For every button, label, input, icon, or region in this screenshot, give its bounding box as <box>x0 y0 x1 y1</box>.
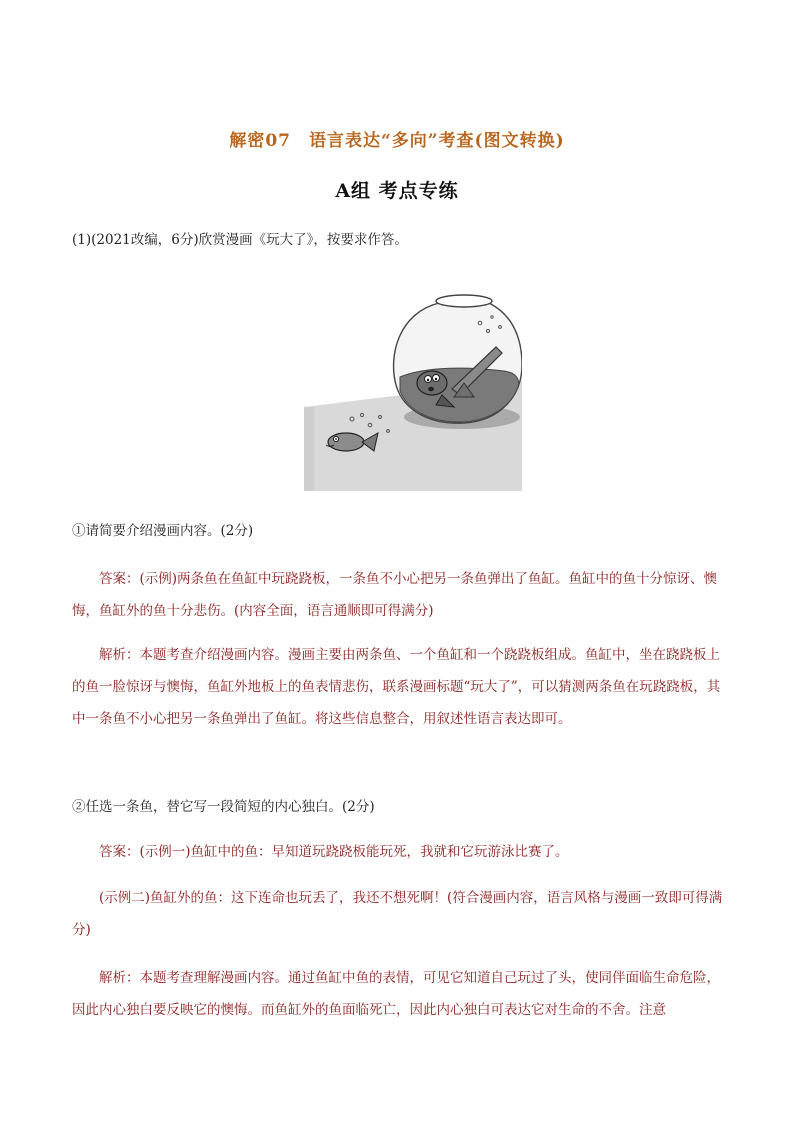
sub-question-1-analysis: 解析：本题考查介绍漫画内容。漫画主要由两条鱼、一个鱼缸和一个跷跷板组成。鱼缸中，坐在跷跷板上的鱼一脸惊讶与懊悔，鱼缸外地板上的鱼表情悲伤，联系漫画标题“玩大了”，可以猜测两条鱼在玩跷跷板，其中一条鱼不小心把另一条鱼弹出了鱼缸。将这些信息整合，用叙述性语言表达即可。 <box>72 647 721 727</box>
fish-on-floor <box>328 433 364 451</box>
section-heading: A组 考点专练 <box>335 180 459 202</box>
sub-question-2-answer-2: (示例二)鱼缸外的鱼：这下连命也玩丢了，我还不想死啊！(符合漫画内容，语言风格与漫画一致即可得满分) <box>72 890 723 938</box>
sub-question-1-prompt: ①请简要介绍漫画内容。(2分) <box>72 523 254 539</box>
question-1-prompt: (1)(2021改编，6分)欣赏漫画《玩大了》，按要求作答。 <box>72 232 408 248</box>
sub-question-2-answer-1: 答案：(示例一)鱼缸中的鱼：早知道玩跷跷板能玩死，我就和它玩游泳比赛了。 <box>99 844 569 860</box>
fishbowl-cartoon <box>304 285 522 491</box>
sub-question-2-prompt: ②任选一条鱼，替它写一段简短的内心独白。(2分) <box>72 799 375 815</box>
sub-question-2-analysis: 解析：本题考查理解漫画内容。通过鱼缸中鱼的表情，可见它知道自己玩过了头，使同伴面临生命危险，因此内心独白要反映它的懊悔。而鱼缸外的鱼面临死亡，因此内心独白可表达它对生命的不舍。注意 <box>72 970 720 1018</box>
page-title: 解密07 语言表达“多向”考查(图文转换) <box>229 131 565 151</box>
fish-in-bowl <box>417 371 447 395</box>
bowl-rim <box>436 295 492 307</box>
sub-question-1-answer: 答案：(示例)两条鱼在鱼缸中玩跷跷板，一条鱼不小心把另一条鱼弹出了鱼缸。鱼缸中的鱼十分惊讶、懊悔，鱼缸外的鱼十分悲伤。(内容全面，语言通顺即可得满分) <box>72 571 718 619</box>
